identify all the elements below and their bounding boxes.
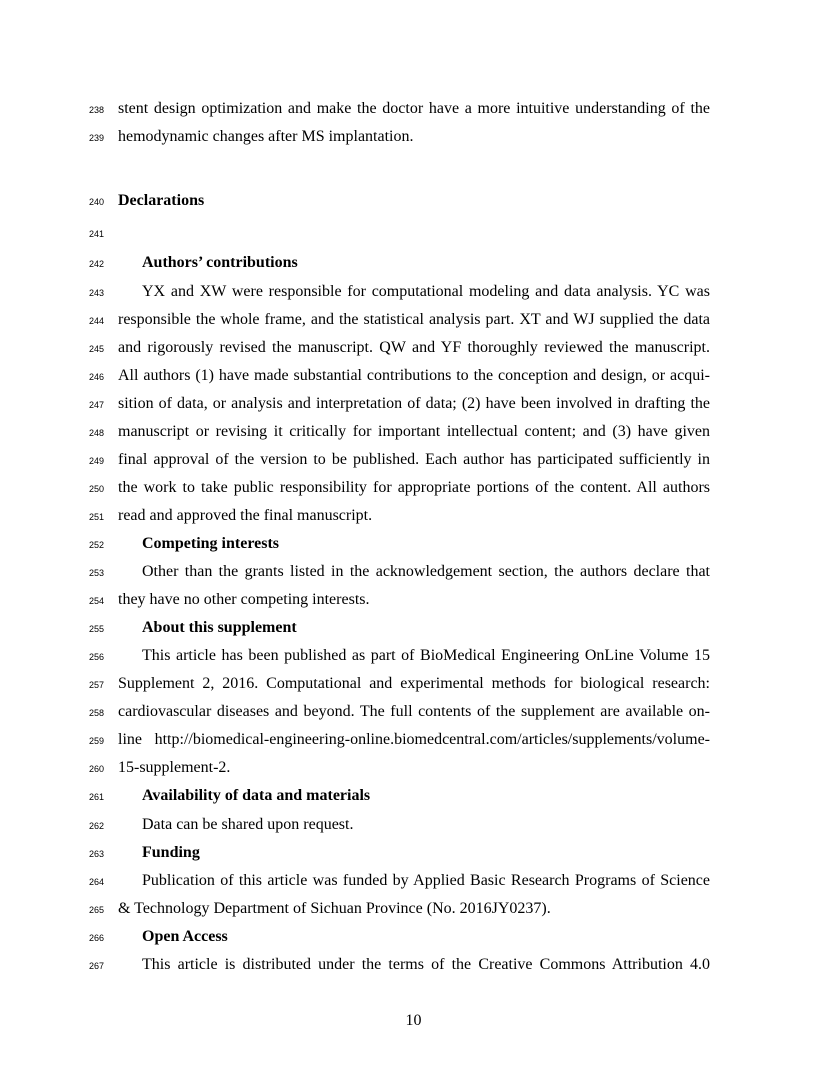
text-line	[0, 895, 827, 923]
line-number: 241	[88, 229, 104, 239]
paragraph-line: manuscript or revising it critically for important intellectual content; and (3) have given	[118, 423, 710, 440]
text-line	[0, 726, 827, 754]
text-line	[0, 334, 827, 362]
subsection-heading: About this supplement	[142, 619, 297, 636]
text-line	[0, 698, 827, 726]
line-number: 252	[88, 540, 104, 550]
paragraph-line: the work to take public responsibility for appropriate portions of the content. All authors	[118, 479, 710, 496]
text-line	[0, 278, 827, 306]
line-number: 254	[88, 596, 104, 606]
paragraph-line: 15-supplement-2.	[118, 759, 231, 776]
subsection-heading: Funding	[142, 844, 200, 861]
line-number: 253	[88, 568, 104, 578]
paragraph-line: & Technology Department of Sichuan Province (No. 2016JY0237).	[118, 900, 551, 917]
paragraph-line: All authors (1) have made substantial contributions to the conception and design, or acqui-	[118, 367, 710, 384]
page-number: 10	[405, 1012, 422, 1029]
text-line	[0, 187, 827, 215]
line-number: 262	[88, 821, 104, 831]
line-number: 261	[88, 792, 104, 802]
line-number: 246	[88, 372, 104, 382]
line-number: 266	[88, 933, 104, 943]
paragraph-line: hemodynamic changes after MS implantation.	[118, 128, 414, 145]
paragraph-line: This article is distributed under the terms of the Creative Commons Attribution 4.0	[142, 956, 710, 973]
line-number: 265	[88, 905, 104, 915]
subsection-heading: Authors’ contributions	[142, 254, 298, 271]
text-line	[0, 95, 827, 123]
text-line	[0, 502, 827, 530]
line-number: 242	[88, 259, 104, 269]
line-number: 239	[88, 133, 104, 143]
paragraph-line: Supplement 2, 2016. Computational and experimental methods for biological research:	[118, 675, 710, 692]
text-line	[0, 362, 827, 390]
paragraph-line: cardiovascular diseases and beyond. The full contents of the supplement are available on-	[118, 703, 710, 720]
paragraph-line: responsible the whole frame, and the statistical analysis part. XT and WJ supplied the data	[118, 311, 710, 328]
subsection-heading: Competing interests	[142, 535, 280, 552]
paragraph-line: This article has been published as part of BioMedical Engineering OnLine Volume 15	[142, 647, 710, 664]
text-line	[0, 811, 827, 839]
line-number: 259	[88, 736, 104, 746]
line-number: 264	[88, 877, 104, 887]
line-number: 243	[88, 288, 104, 298]
paragraph-line: YX and XW were responsible for computational modeling and data analysis. YC was	[142, 283, 710, 300]
line-number: 256	[88, 652, 104, 662]
line-number: 260	[88, 764, 104, 774]
text-line	[0, 614, 827, 642]
subsection-heading: Open Access	[142, 928, 228, 945]
paragraph-line: stent design optimization and make the doctor have a more intuitive understanding of the	[118, 100, 710, 117]
text-line	[0, 670, 827, 698]
paragraph-line: sition of data, or analysis and interpretation of data; (2) have been involved in drafting the	[118, 395, 710, 412]
line-number: 257	[88, 680, 104, 690]
text-line	[0, 474, 827, 502]
line-number: 248	[88, 428, 104, 438]
line-number: 240	[88, 197, 104, 207]
line-number: 251	[88, 512, 104, 522]
text-line	[0, 951, 827, 979]
line-number: 263	[88, 849, 104, 859]
line-number: 258	[88, 708, 104, 718]
text-line	[0, 390, 827, 418]
paragraph-line: read and approved the final manuscript.	[118, 507, 373, 524]
text-line	[0, 219, 827, 247]
line-number: 245	[88, 344, 104, 354]
subsection-heading: Availability of data and materials	[142, 787, 371, 804]
line-number: 244	[88, 316, 104, 326]
paragraph-line: line http://biomedical-engineering-online.biomedcentral.com/articles/supplements/volume-	[118, 731, 710, 748]
paragraph-line: they have no other competing interests.	[118, 591, 370, 608]
text-line	[0, 586, 827, 614]
text-line	[0, 249, 827, 277]
line-number: 249	[88, 456, 104, 466]
text-line	[0, 446, 827, 474]
text-line	[0, 867, 827, 895]
line-number: 247	[88, 400, 104, 410]
section-heading: Declarations	[118, 192, 205, 209]
text-line	[0, 839, 827, 867]
line-number: 238	[88, 105, 104, 115]
paragraph-line: Publication of this article was funded by Applied Basic Research Programs of Science	[142, 872, 710, 889]
paragraph-line: Data can be shared upon request.	[142, 816, 354, 833]
paragraph-line: Other than the grants listed in the acknowledgement section, the authors declare that	[142, 563, 710, 580]
line-number: 250	[88, 484, 104, 494]
text-line	[0, 306, 827, 334]
text-line	[0, 558, 827, 586]
paragraph-line: final approval of the version to be published. Each author has participated sufficiently in	[118, 451, 710, 468]
line-number: 267	[88, 961, 104, 971]
paragraph-line: and rigorously revised the manuscript. QW and YF thoroughly reviewed the manuscript.	[118, 339, 710, 356]
text-line	[0, 642, 827, 670]
text-line	[0, 923, 827, 951]
text-line	[0, 530, 827, 558]
text-line	[0, 782, 827, 810]
text-line	[0, 418, 827, 446]
line-number: 255	[88, 624, 104, 634]
text-line	[0, 123, 827, 151]
text-line	[0, 754, 827, 782]
